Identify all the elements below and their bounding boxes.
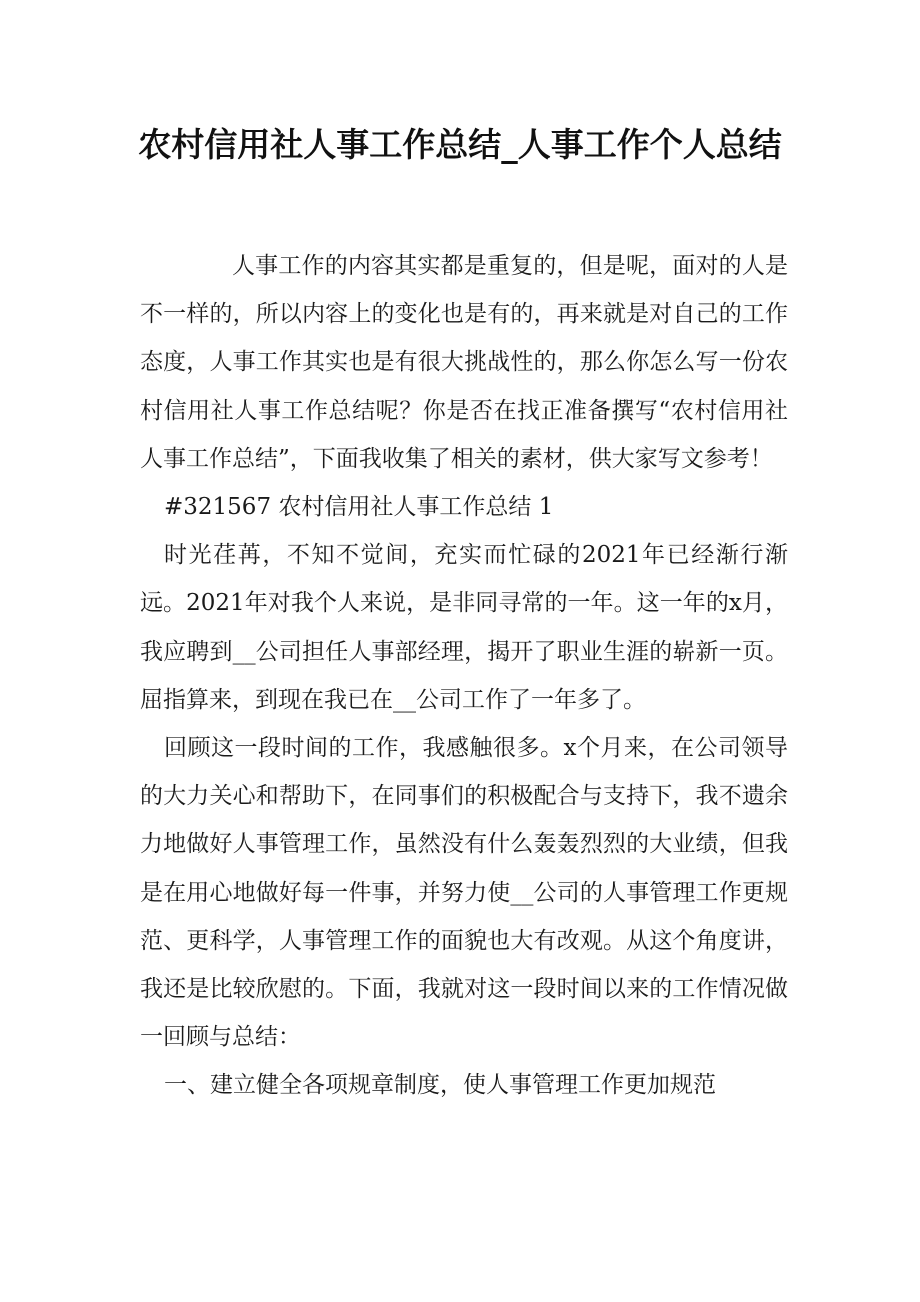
subsection-heading: 一、建立健全各项规章制度，使人事管理工作更加规范 <box>164 1072 716 1099</box>
section-heading: #321567 农村信用社人事工作总结 1 <box>164 494 554 521</box>
document-body <box>140 242 788 1110</box>
body-paragraph: 回顾这一段时间的工作，我感触很多。x个月来，在公司领导的大力关心和帮助下，在同事们的积极配合与支持下，我不遗余力地做好人事管理工作，虽然没有什么轰轰烈烈的大业绩，但我是在用心地做好每一件事，并努力使__公司的人事管理工作更规范、更科学，人事管理工作的面貌也大有改观。从这个角度讲，我还是比较欣慰的。下面，我就对这一段时间以来的工作情况做一回顾与总结： <box>140 735 788 1051</box>
body-paragraph: 时光荏苒，不知不觉间，充实而忙碌的2021年已经渐行渐远。2021年对我个人来说，是非同寻常的一年。这一年的x月，我应聘到__公司担任人事部经理，揭开了职业生涯的崭新一页。屈指算来，到现在我已在__公司工作了一年多了。 <box>140 542 788 713</box>
document-title: 农村信用社人事工作总结_人事工作个人总结 <box>138 125 782 164</box>
intro-paragraph: 人事工作的内容其实都是重复的，但是呢，面对的人是不一样的，所以内容上的变化也是有的，再来就是对自己的工作态度，人事工作其实也是有很大挑战性的，那么你怎么写一份农村信用社人事工作总结呢？你是否在找正准备撰写“农村信用社人事工作总结”，下面我收集了相关的素材，供大家写文参考！ <box>140 253 788 472</box>
